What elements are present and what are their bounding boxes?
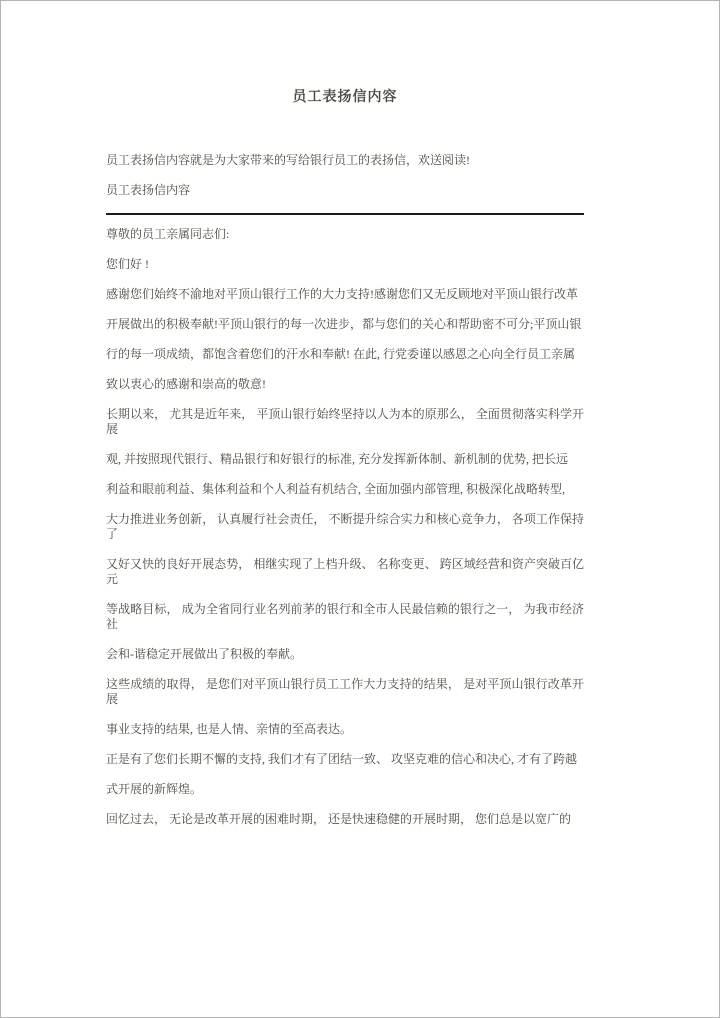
doc-line: 回忆过去， 无论是改革开展的困难时期， 还是快速稳健的开展时期， 您们总是以宽广的 [106, 812, 572, 826]
greeting-line: 您们好 ! [106, 257, 149, 271]
doc-line: 式开展的新辉煌。 [106, 782, 203, 796]
intro-line: 员工表扬信内容就是为大家带来的写给银行员工的表扬信，欢送阅读! [106, 153, 470, 167]
document-content [1, 1, 719, 827]
doc-line: 又好又快的良好开展态势， 相继实现了上档升级、 名称变更、 跨区域经营和资产突破百亿元 [106, 557, 584, 586]
doc-line: 事业支持的结果, 也是人情、亲情的至高表达。 [106, 722, 353, 736]
doc-line: 等战略目标， 成为全省同行业名列前茅的银行和全市人民最信赖的银行之一， 为我市经济社 [106, 602, 584, 631]
doc-line: 大力推进业务创新， 认真履行社会责任， 不断提升综合实力和核心竞争力， 各项工作保持了 [106, 512, 584, 541]
doc-line: 这些成绩的取得， 是您们对平顶山银行员工工作大力支持的结果， 是对平顶山银行改革开展 [106, 677, 584, 706]
document-title: 员工表扬信内容 [292, 90, 398, 105]
doc-line: 观, 并按照现代银行、精品银行和好银行的标准, 充分发挥新体制、新机制的优势, 把长远 [106, 452, 569, 466]
horizontal-rule [106, 213, 584, 215]
doc-line: 正是有了您们长期不懈的支持, 我们才有了团结一致、 攻坚克难的信心和决心, 才有了跨越 [106, 752, 578, 766]
doc-line: 利益和眼前利益、集体利益和个人利益有机结合, 全面加强内部管理, 积极深化战略转型, [106, 482, 566, 496]
section-heading: 员工表扬信内容 [106, 183, 191, 197]
salutation-line: 尊敬的员工亲属同志们: [106, 227, 230, 241]
doc-line: 长期以来， 尤其是近年来， 平顶山银行始终坚持以人为本的原那么， 全面贯彻落实科学开展 [106, 407, 584, 436]
doc-line: 行的每一项成绩，都饱含着您们的汗水和奉献! 在此, 行党委谨以感恩之心向全行员工亲属 [106, 347, 575, 361]
doc-line: 感谢您们始终不渝地对平顶山银行工作的大力支持!感谢您们又无反顾地对平顶山银行改革 [106, 287, 578, 301]
doc-line: 开展做出的积极奉献!平顶山银行的每一次进步，都与您们的关心和帮助密不可分;平顶山银 [106, 317, 582, 331]
doc-line: 会和-谐稳定开展做出了积极的奉献。 [106, 647, 302, 661]
doc-line: 致以衷心的感谢和崇高的敬意! [106, 377, 266, 391]
